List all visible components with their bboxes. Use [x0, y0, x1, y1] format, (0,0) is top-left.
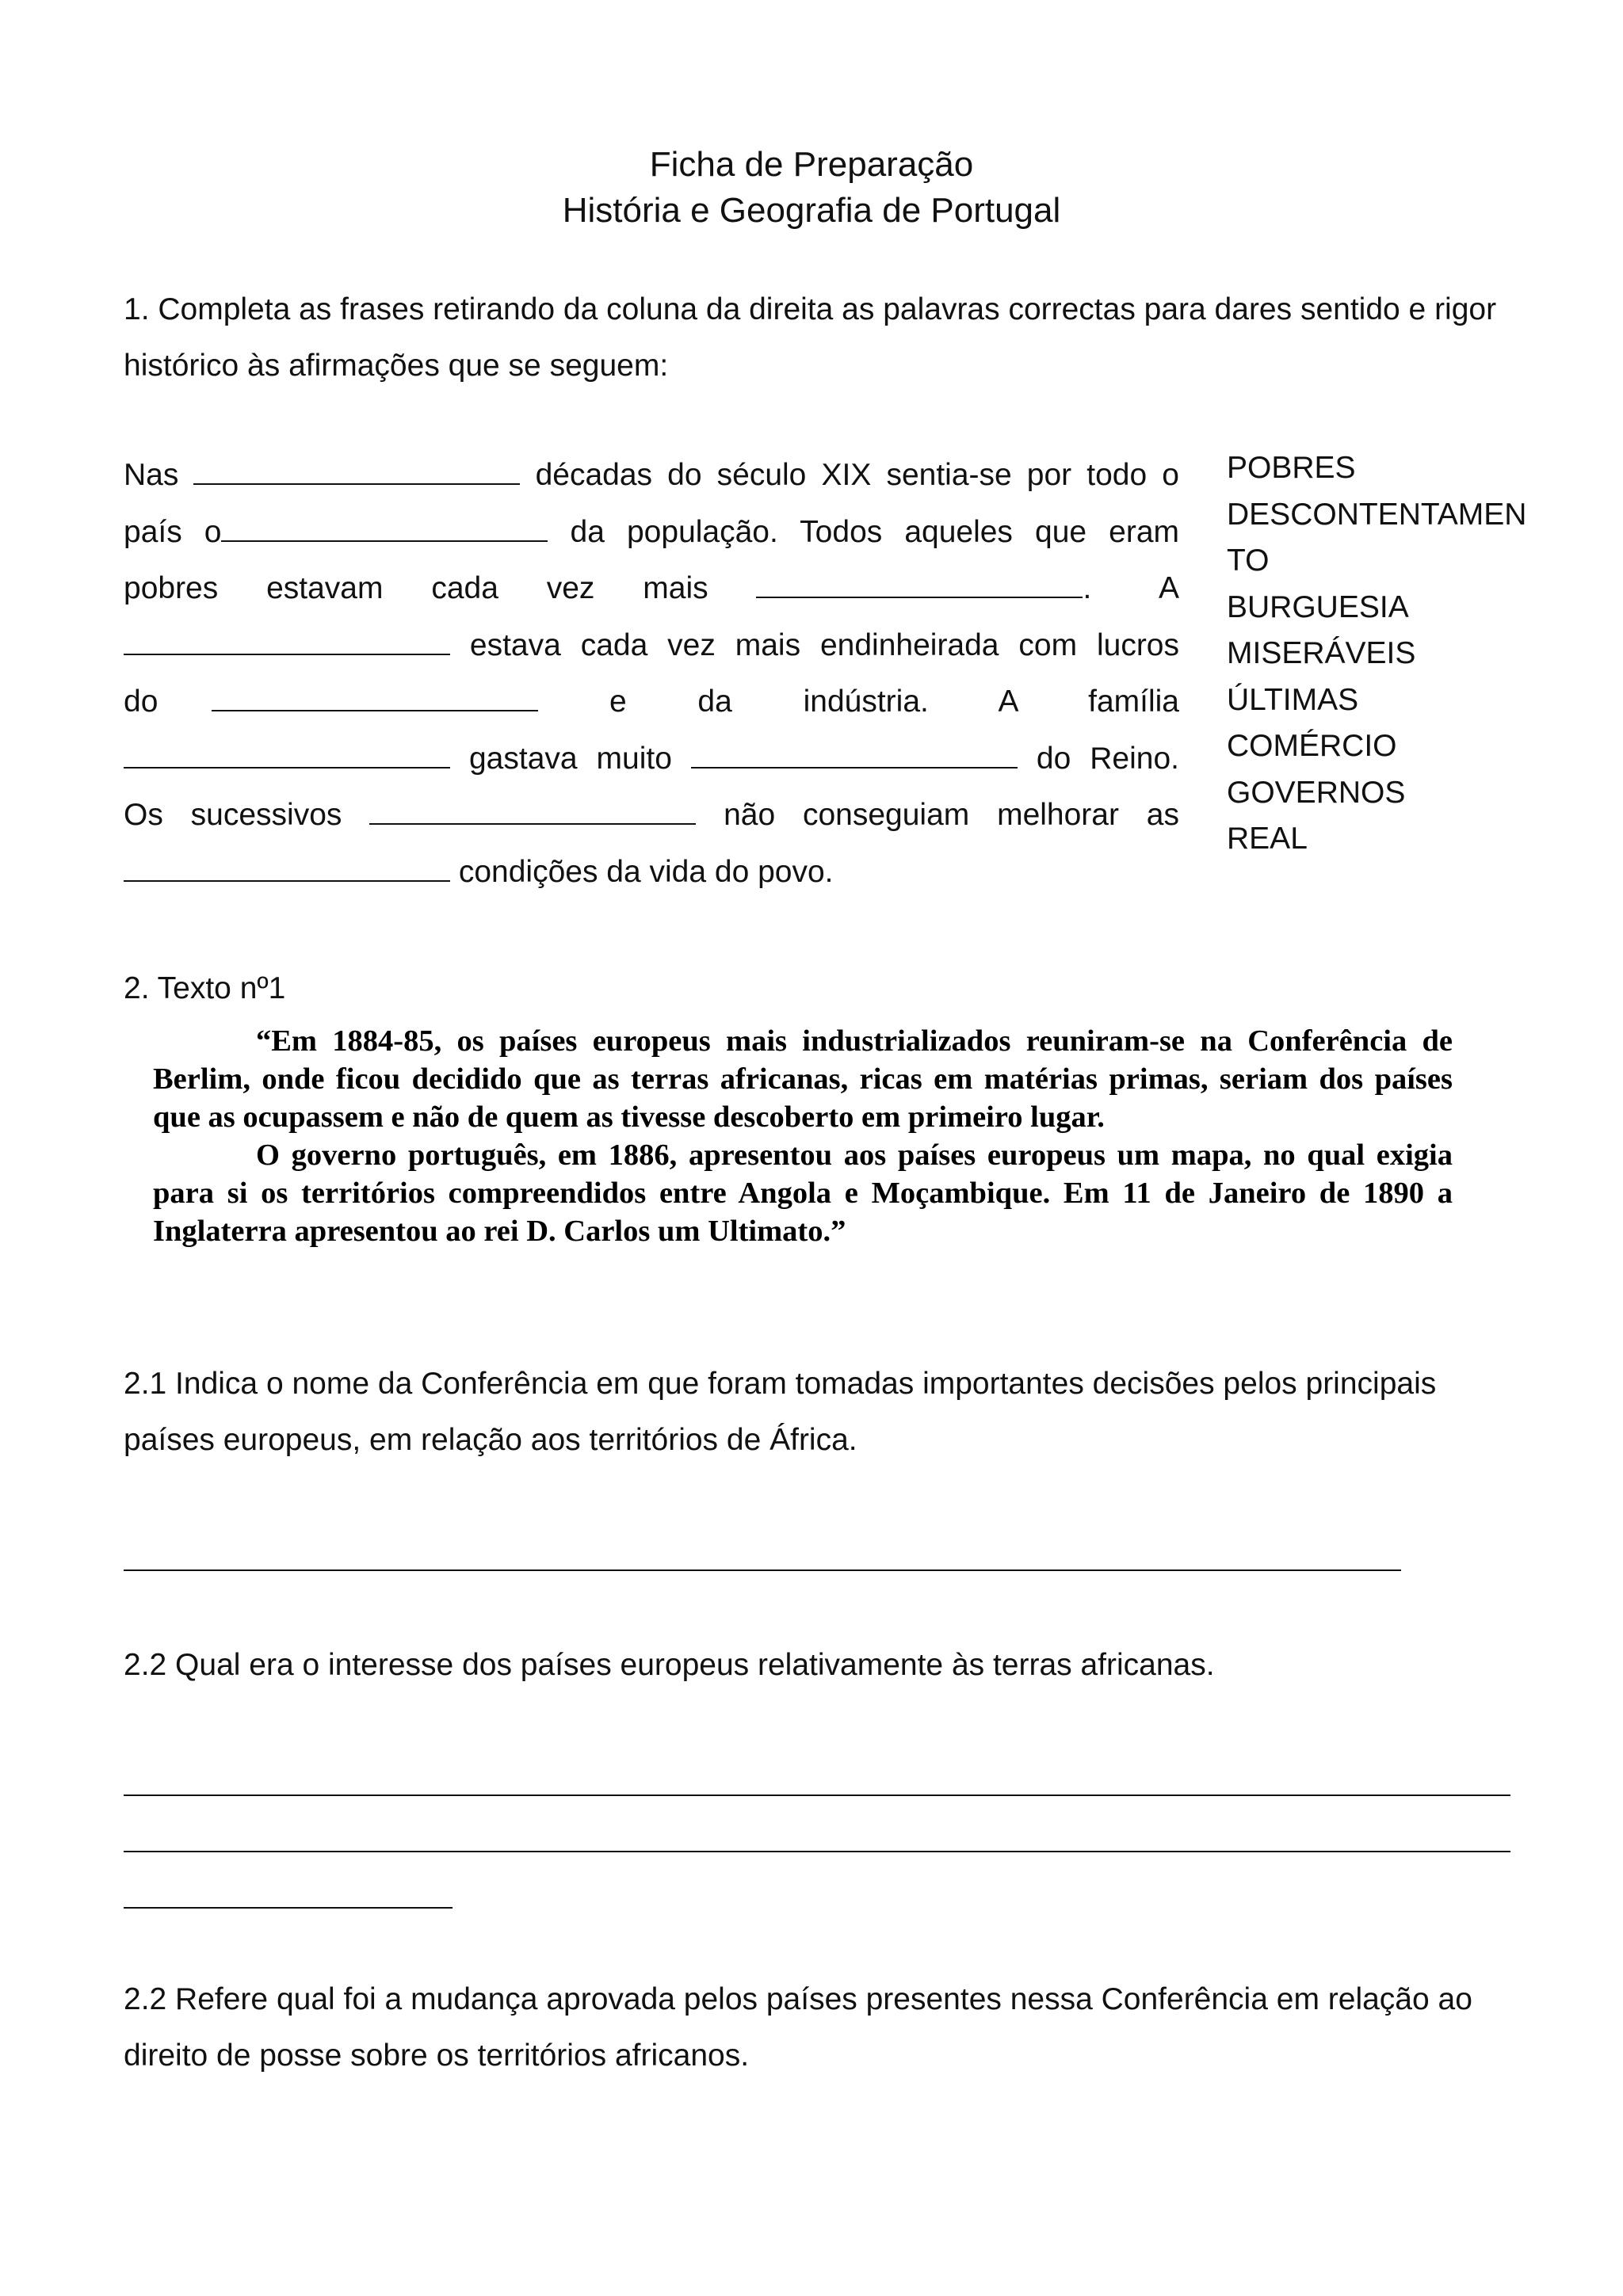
- fill-text: gastava muito: [450, 741, 691, 776]
- fill-line-8: [124, 844, 1179, 901]
- fill-line-2: [124, 504, 1179, 561]
- fill-blank[interactable]: [124, 630, 450, 655]
- quote-paragraph-1: “Em 1884-85, os países europeus mais industrializados reuniram-se na Conferência de Berlim, onde ficou decidido que as terras africanas, ricas em matérias primas, seriam dos países que as ocupassem e não de quem as tivesse descoberto em primeiro lugar.: [153, 1024, 1453, 1134]
- answer-line[interactable]: [124, 1851, 1510, 1852]
- fill-line-7: [124, 787, 1179, 844]
- word-bank-item: MISERÁVEIS: [1227, 636, 1416, 670]
- fill-text: pobres estavam cada vez mais: [124, 571, 757, 605]
- fill-text: país o: [124, 514, 222, 549]
- answer-line[interactable]: [124, 1907, 453, 1909]
- fill-line-3: [124, 560, 1179, 617]
- page-title: Ficha de Preparação: [649, 145, 974, 184]
- fill-text: Nas: [124, 458, 194, 492]
- word-bank-item: COMÉRCIO: [1227, 729, 1397, 763]
- word-bank-item: GOVERNOS: [1227, 775, 1406, 810]
- word-bank: [1227, 445, 1526, 863]
- fill-text: décadas do século XIX sentia-se por todo o: [520, 458, 1179, 492]
- fill-text: da população. Todos aqueles que eram: [548, 514, 1179, 549]
- word-bank-item: DESCONTENTAMEN: [1227, 497, 1527, 532]
- fill-text: . A: [1083, 571, 1179, 605]
- fill-line-1: [124, 447, 1179, 504]
- fill-blank[interactable]: [756, 573, 1083, 598]
- source-quote: [153, 1022, 1453, 1250]
- word-bank-item: ÚLTIMAS: [1227, 682, 1359, 717]
- question-2-2: 2.2 Qual era o interesse dos países europeus relativamente às terras africanas.: [124, 1648, 1215, 1682]
- fill-blank[interactable]: [193, 460, 520, 485]
- fill-line-5: [124, 673, 1179, 730]
- fill-blank[interactable]: [124, 856, 450, 882]
- answer-line[interactable]: [124, 1794, 1510, 1796]
- answer-line[interactable]: [124, 1569, 1401, 1571]
- fill-blank[interactable]: [124, 743, 450, 769]
- fill-blank[interactable]: [212, 686, 538, 711]
- word-bank-item: BURGUESIA: [1227, 589, 1409, 624]
- fill-text: Os sucessivos: [124, 798, 370, 832]
- fill-text: do: [124, 685, 173, 719]
- question-1-prompt: 1. Completa as frases retirando da coluna da direita as palavras correctas para dares sentido e rigor histórico às afirmações que se seguem:: [124, 292, 1497, 383]
- fill-line-6: [124, 730, 1179, 788]
- question-2-2b: 2.2 Refere qual foi a mudança aprovada pelos países presentes nessa Conferência em relação ao direito de posse sobre os territórios africanos.: [124, 1982, 1472, 2073]
- fill-text: condições da vida do povo.: [450, 854, 834, 889]
- word-bank-item: REAL: [1227, 822, 1308, 856]
- fill-blank[interactable]: [369, 799, 696, 825]
- page-subtitle: História e Geografia de Portugal: [562, 191, 1061, 230]
- question-2-1: 2.1 Indica o nome da Conferência em que foram tomadas importantes decisões pelos principais países europeus, em relação aos territórios de África.: [124, 1367, 1437, 1457]
- fill-in-paragraph: [124, 447, 1179, 900]
- word-bank-item: TO: [1227, 543, 1270, 578]
- word-bank-item: POBRES: [1227, 451, 1356, 485]
- fill-text: estava cada vez mais endinheirada com lucros: [450, 627, 1179, 662]
- fill-blank[interactable]: [691, 743, 1018, 769]
- text-1-label: 2. Texto nº1: [124, 971, 286, 1005]
- fill-text: não conseguiam melhorar as: [696, 798, 1179, 832]
- fill-line-4: [124, 617, 1179, 674]
- quote-paragraph-2: O governo português, em 1886, apresentou aos países europeus um mapa, no qual exigia para si os territórios compreendidos entre Angola e Moçambique. Em 11 de Janeiro de 1890 a Inglaterra apresentou ao rei D. Carlos um Ultimato.”: [153, 1138, 1453, 1248]
- fill-text: do Reino.: [1017, 741, 1180, 776]
- fill-text: e da indústria. A família: [538, 685, 1179, 719]
- fill-blank[interactable]: [221, 517, 548, 542]
